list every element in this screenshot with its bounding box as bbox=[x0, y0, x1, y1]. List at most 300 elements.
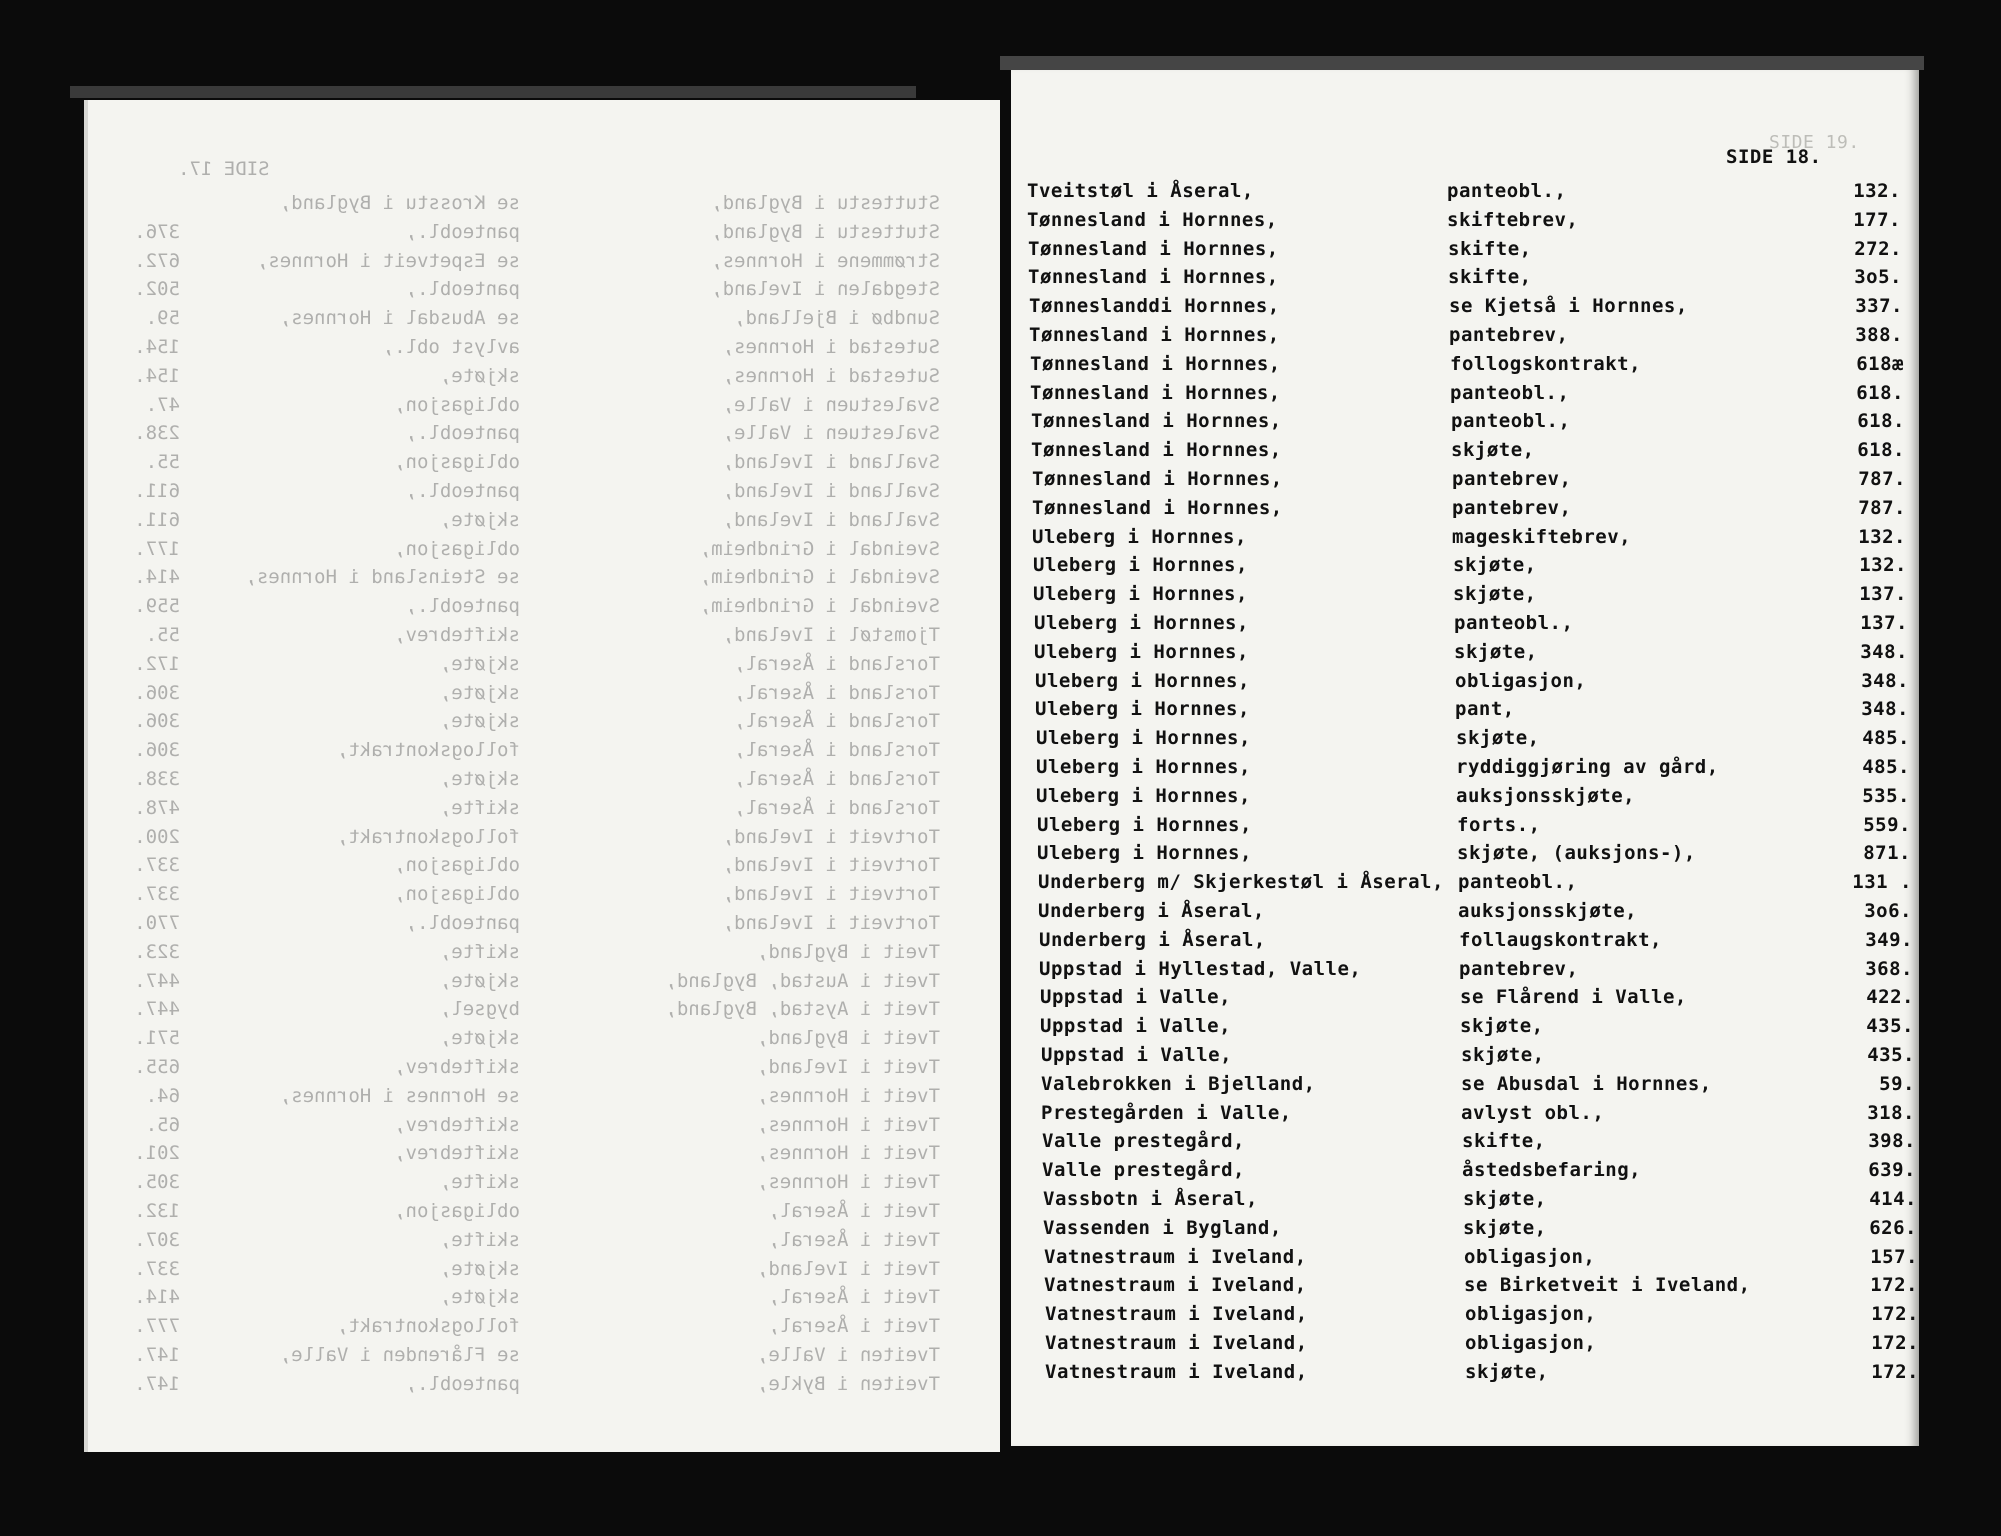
entry-document-type: se Flårend i Valle, bbox=[1460, 986, 1687, 1009]
entry-document-type: skjøte, bbox=[1461, 1044, 1545, 1066]
entry-page-number: 435. bbox=[1867, 1044, 1915, 1066]
entry-document-type: obligasjon, bbox=[1455, 669, 1587, 692]
entry-place: Valebrokken i Bjelland, bbox=[1041, 1072, 1316, 1095]
entry-page-number: 200. bbox=[134, 825, 180, 848]
entry-page-number: 337. bbox=[134, 1257, 180, 1280]
entry-document-type: skjøte, bbox=[439, 681, 520, 704]
index-entry-row bbox=[140, 624, 940, 650]
entry-place: Svalland i Iveland, bbox=[722, 480, 940, 502]
entry-place: Uleberg i Hornnes, bbox=[1035, 698, 1250, 721]
index-entry-row bbox=[134, 940, 940, 967]
entry-page-number: 478. bbox=[134, 796, 180, 819]
entry-place: Svalland i Iveland, bbox=[722, 451, 940, 474]
entry-page-number: 306. bbox=[134, 681, 180, 704]
entry-page-number: 147. bbox=[134, 1344, 180, 1366]
entry-place: Tortveit i Iveland, bbox=[722, 883, 940, 906]
entry-place: Tveit i Iveland, bbox=[756, 1056, 940, 1078]
entry-document-type: panteobl., bbox=[405, 595, 520, 618]
index-entry-row bbox=[140, 1085, 940, 1111]
entry-page-number: 672. bbox=[134, 249, 180, 272]
index-entry-row bbox=[134, 1142, 940, 1168]
entry-page-number: 154. bbox=[134, 364, 180, 387]
entry-place: Uleberg i Hornnes, bbox=[1032, 525, 1247, 548]
index-entry-row bbox=[134, 249, 940, 276]
entry-document-type: se Kjetså i Hornnes, bbox=[1449, 295, 1688, 318]
entry-page-number: 422. bbox=[1866, 986, 1914, 1009]
entry-document-type: auksjonsskjøte, bbox=[1456, 784, 1636, 807]
index-entry-row bbox=[140, 451, 940, 477]
index-entry-row bbox=[140, 1114, 940, 1140]
entry-place: Underberg i Åseral, bbox=[1038, 900, 1265, 922]
entry-place: Tveit i Bygland, bbox=[756, 1027, 940, 1050]
entry-document-type: skjøte, (auksjons-), bbox=[1457, 842, 1696, 865]
page-title: SIDE 18. bbox=[1726, 146, 1822, 168]
entry-document-type: panteobl., bbox=[405, 278, 520, 301]
entry-page-number: 571. bbox=[134, 1027, 180, 1050]
entry-place: Uppstad i Valle, bbox=[1040, 986, 1232, 1009]
entry-place: Tønnesland i Hornnes, bbox=[1032, 496, 1283, 519]
entry-document-type: skjøte, bbox=[439, 768, 520, 790]
entry-place: Sveindal i Grindheim, bbox=[699, 566, 940, 589]
entry-place: Tveit i Hornnes, bbox=[756, 1171, 940, 1194]
entry-document-type: obligasjon, bbox=[394, 854, 520, 877]
entry-place: Stuttestu i Bygland, bbox=[711, 192, 940, 214]
entry-page-number: 132. bbox=[134, 1200, 180, 1222]
entry-page-number: 59. bbox=[1879, 1072, 1915, 1095]
entry-document-type: skiftebrev, bbox=[394, 1113, 520, 1136]
entry-page-number: 349. bbox=[1865, 928, 1913, 951]
entry-document-type: se Krosstu i Bygland, bbox=[279, 192, 520, 214]
entry-place: Uleberg i Hornnes, bbox=[1036, 727, 1251, 750]
entry-page-number: 307. bbox=[134, 1228, 180, 1251]
entry-document-type: skifte, bbox=[439, 796, 520, 819]
entry-page-number: 535. bbox=[1862, 784, 1910, 807]
entry-page-number: 770. bbox=[134, 912, 180, 934]
entry-page-number: 348. bbox=[1861, 698, 1909, 721]
entry-page-number: 337. bbox=[134, 883, 180, 906]
entry-place: Sutestad i Hornnes, bbox=[722, 336, 940, 358]
entry-document-type: skjøte, bbox=[439, 1286, 520, 1309]
index-entry-row bbox=[140, 307, 940, 333]
entry-page-number: 137. bbox=[1859, 583, 1907, 606]
entry-document-type: auksjonsskjøte, bbox=[1458, 900, 1638, 922]
entry-place: Uleberg i Hornnes, bbox=[1034, 640, 1249, 663]
entry-place: Tønnesland i Hornnes, bbox=[1028, 266, 1279, 289]
index-entry-row bbox=[134, 969, 940, 996]
index-entry-row bbox=[134, 1056, 940, 1082]
entry-page-number: 47. bbox=[145, 393, 180, 416]
entry-place: Prestegården i Valle, bbox=[1041, 1101, 1292, 1124]
entry-place: Vatnestraum i Iveland, bbox=[1045, 1360, 1308, 1383]
entry-document-type: skifte, bbox=[439, 940, 520, 963]
index-entry-row bbox=[140, 394, 940, 420]
entry-page-number: 502. bbox=[134, 278, 180, 301]
entry-place: Torsland i Åseral, bbox=[734, 681, 940, 704]
entry-document-type: follogskontrakt, bbox=[336, 1315, 520, 1338]
entry-page-number: 611. bbox=[134, 480, 180, 502]
entry-page-number: 435. bbox=[1866, 1015, 1914, 1038]
entry-page-number: 639. bbox=[1868, 1159, 1916, 1182]
entry-place: Vatnestraum i Iveland, bbox=[1045, 1332, 1308, 1354]
entry-page-number: 777. bbox=[134, 1315, 180, 1338]
index-entry-row bbox=[134, 1372, 940, 1399]
entry-place: Sundbø i Bjelland, bbox=[734, 307, 940, 330]
entry-document-type: skjøte, bbox=[1460, 1015, 1544, 1038]
entry-page-number: 132. bbox=[1853, 180, 1901, 202]
entry-place: Torsland i Åseral, bbox=[734, 796, 940, 819]
entry-page-number: 177. bbox=[134, 537, 180, 560]
entry-page-number: 305. bbox=[134, 1171, 180, 1194]
index-entry-row bbox=[134, 998, 940, 1024]
entry-page-number: 338. bbox=[134, 768, 180, 790]
entry-place: Vatnestraum i Iveland, bbox=[1044, 1245, 1307, 1268]
entry-page-number: 559. bbox=[134, 595, 180, 618]
index-entry-row bbox=[134, 508, 940, 535]
entry-page-number: 3o6. bbox=[1864, 900, 1912, 922]
index-entry-row bbox=[134, 739, 940, 765]
index-entry-row bbox=[134, 825, 940, 852]
entry-document-type: pantebrev, bbox=[1452, 468, 1572, 490]
entry-place: Tønnesland i Hornnes, bbox=[1030, 352, 1281, 375]
entry-page-number: 618æ bbox=[1856, 352, 1904, 375]
entry-page-number: 65. bbox=[145, 1113, 180, 1136]
index-entry-row bbox=[134, 883, 940, 909]
entry-place: Tveit i Bygland, bbox=[756, 940, 940, 963]
entry-page-number: 157. bbox=[1870, 1245, 1918, 1268]
right-page-bleed-title: SIDE 19. bbox=[1769, 132, 1860, 153]
entry-place: Sveindal i Grindheim, bbox=[699, 537, 940, 560]
entry-place: Tveit i Hornnes, bbox=[756, 1142, 940, 1165]
entry-place: Tveiten i Valle, bbox=[756, 1344, 940, 1366]
entry-place: Uleberg i Hornnes, bbox=[1033, 554, 1248, 577]
entry-page-number: 414. bbox=[134, 566, 180, 589]
entry-document-type: obligasjon, bbox=[1465, 1303, 1597, 1326]
index-entry-row bbox=[134, 681, 940, 708]
entry-page-number: 172. bbox=[1871, 1360, 1919, 1383]
entry-document-type: pantebrev, bbox=[1452, 496, 1572, 519]
entry-place: Tønnesland i Hornnes, bbox=[1028, 237, 1279, 260]
entry-page-number: 337. bbox=[1855, 295, 1903, 318]
index-entry-row bbox=[134, 537, 940, 564]
index-entry-row bbox=[134, 595, 940, 621]
entry-page-number: 871. bbox=[1863, 842, 1911, 865]
entry-place: Tveit i Åseral, bbox=[768, 1315, 940, 1338]
entry-document-type: skiftebrev, bbox=[394, 624, 520, 646]
entry-place: Uleberg i Hornnes, bbox=[1033, 583, 1248, 606]
entry-page-number: 414. bbox=[134, 1286, 180, 1309]
entry-document-type: se Espetveit i Hornnes, bbox=[256, 249, 520, 272]
entry-page-number: 238. bbox=[134, 422, 180, 445]
index-entry-row bbox=[134, 796, 940, 823]
entry-document-type: panteobl., bbox=[405, 1372, 520, 1395]
entry-document-type: follogskontrakt, bbox=[1450, 352, 1642, 375]
entry-page-number: 414. bbox=[1869, 1188, 1917, 1210]
entry-place: Tveit i Hornnes, bbox=[756, 1084, 940, 1107]
entry-document-type: panteobl., bbox=[405, 912, 520, 934]
entry-place: Tjomstøl i Iveland, bbox=[722, 624, 940, 646]
entry-document-type: obligasjon, bbox=[1465, 1332, 1597, 1354]
entry-page-number: 655. bbox=[134, 1056, 180, 1078]
entry-document-type: se Steinsland i Hornnes, bbox=[245, 566, 520, 589]
entry-document-type: panteobl., bbox=[1454, 612, 1574, 634]
entry-place: Tveitstøl i Åseral, bbox=[1027, 180, 1254, 202]
index-entry-row bbox=[134, 1200, 940, 1226]
entry-document-type: panteobl., bbox=[1447, 180, 1567, 202]
index-entry-row bbox=[140, 192, 940, 218]
entry-document-type: skiftebrev, bbox=[394, 1142, 520, 1165]
entry-place: Torsland i Åseral, bbox=[734, 739, 940, 762]
entry-document-type: skiftebrev, bbox=[394, 1056, 520, 1078]
entry-document-type: se Abusdal i Hornnes, bbox=[1461, 1072, 1712, 1095]
entry-page-number: 447. bbox=[134, 969, 180, 992]
entry-document-type: obligasjon, bbox=[394, 883, 520, 906]
entry-place: Tveiten i Bykle, bbox=[756, 1372, 940, 1395]
entry-page-number: 348. bbox=[1861, 669, 1909, 692]
entry-page-number: 132. bbox=[1859, 554, 1907, 577]
entry-place: Vatnestraum i Iveland, bbox=[1045, 1303, 1308, 1326]
entry-place: Tortveit i Iveland, bbox=[722, 825, 940, 848]
index-entry-row bbox=[134, 480, 940, 506]
entry-document-type: panteobl., bbox=[1451, 410, 1571, 433]
entry-page-number: 201. bbox=[134, 1142, 180, 1165]
entry-document-type: pant, bbox=[1455, 698, 1515, 721]
entry-document-type: obligasjon, bbox=[394, 1200, 520, 1222]
entry-place: Torsland i Åseral, bbox=[734, 768, 940, 790]
entry-place: Uleberg i Hornnes, bbox=[1034, 612, 1249, 634]
entry-document-type: skifte, bbox=[439, 1228, 520, 1251]
entry-page-number: 611. bbox=[134, 508, 180, 531]
entry-page-number: 368. bbox=[1865, 957, 1913, 980]
entry-place: Uleberg i Hornnes, bbox=[1036, 756, 1251, 778]
entry-page-number: 787. bbox=[1858, 496, 1906, 519]
left-page-bleed-through bbox=[88, 100, 1000, 1452]
entry-place: Valle prestegård, bbox=[1042, 1159, 1245, 1182]
index-entry-row bbox=[134, 422, 940, 448]
entry-place: Stegdalen i Iveland, bbox=[711, 278, 940, 301]
index-entry-row bbox=[134, 768, 940, 794]
entry-place: Uleberg i Hornnes, bbox=[1037, 842, 1252, 865]
entry-document-type: panteobl., bbox=[1450, 381, 1570, 404]
entry-document-type: follaugskontrakt, bbox=[1459, 928, 1662, 951]
index-entry-row bbox=[134, 336, 940, 362]
entry-page-number: 172. bbox=[1871, 1303, 1919, 1326]
entry-page-number: 376. bbox=[134, 220, 180, 243]
entry-place: Stuttestu i Bygland, bbox=[711, 220, 940, 243]
entry-page-number: 618. bbox=[1857, 439, 1905, 462]
index-entry-row bbox=[134, 854, 940, 880]
entry-document-type: skifte, bbox=[1448, 237, 1532, 260]
entry-document-type: obligasjon, bbox=[394, 451, 520, 474]
right-page-edge bbox=[1000, 56, 1924, 70]
entry-document-type: skifte, bbox=[1462, 1130, 1546, 1153]
entry-document-type: skjøte, bbox=[1451, 439, 1535, 462]
entry-document-type: skjøte, bbox=[439, 652, 520, 675]
entry-document-type: panteobl., bbox=[405, 422, 520, 445]
entry-place: Tveit i Aystad, Bygland, bbox=[665, 998, 940, 1021]
entry-document-type: panteobl., bbox=[405, 220, 520, 243]
entry-document-type: skiftebrev, bbox=[1447, 208, 1579, 231]
index-entry-row bbox=[134, 710, 940, 736]
left-page bbox=[84, 100, 1000, 1452]
entry-page-number: 323. bbox=[134, 940, 180, 963]
entry-document-type: ryddiggjøring av gård, bbox=[1456, 756, 1719, 778]
entry-document-type: skjøte, bbox=[439, 364, 520, 387]
entry-document-type: avlyst obl., bbox=[1461, 1101, 1605, 1124]
entry-document-type: panteobl., bbox=[1458, 871, 1578, 894]
entry-place: Uppstad i Valle, bbox=[1041, 1044, 1233, 1066]
entry-page-number: 559. bbox=[1863, 813, 1911, 836]
entry-document-type: skjøte, bbox=[439, 1257, 520, 1280]
index-entry-row bbox=[134, 1257, 940, 1284]
entry-page-number: 618. bbox=[1856, 381, 1904, 404]
entry-place: Tønnesland i Hornnes, bbox=[1029, 324, 1280, 346]
entry-page-number: 398. bbox=[1868, 1130, 1916, 1153]
index-entry-row bbox=[134, 1228, 940, 1255]
entry-page-number: 337. bbox=[134, 854, 180, 877]
entry-document-type: panteobl., bbox=[405, 480, 520, 502]
entry-document-type: follogskontrakt, bbox=[336, 825, 520, 848]
entry-page-number: 485. bbox=[1862, 756, 1910, 778]
entry-page-number: 306. bbox=[134, 739, 180, 762]
index-entry-row bbox=[134, 1286, 940, 1312]
entry-place: Tønnesland i Hornnes, bbox=[1031, 410, 1282, 433]
entry-place: Vassenden i Bygland, bbox=[1043, 1216, 1282, 1239]
entry-place: Strømmene i Hornnes, bbox=[711, 249, 940, 272]
entry-page-number: 272. bbox=[1854, 237, 1902, 260]
left-page-title: SIDE 17. bbox=[178, 158, 270, 180]
index-entry-row bbox=[134, 1315, 940, 1341]
entry-place: Underberg m/ Skjerkestøl i Åseral, bbox=[1038, 871, 1444, 894]
entry-place: Uppstad i Hyllestad, Valle, bbox=[1039, 957, 1362, 980]
entry-document-type: skjøte, bbox=[1453, 554, 1537, 577]
entry-page-number: 55. bbox=[145, 451, 180, 474]
entry-place: Tønnesland i Hornnes, bbox=[1031, 439, 1282, 462]
index-entry-row bbox=[134, 652, 940, 679]
entry-place: Svalestuen i Valle, bbox=[722, 422, 940, 445]
entry-document-type: se Abusdal i Hornnes, bbox=[279, 307, 520, 330]
entry-place: Tveit i Åseral, bbox=[768, 1200, 940, 1222]
entry-document-type: se Flårenden i Valle, bbox=[279, 1344, 520, 1366]
entry-page-number: 131 . bbox=[1852, 871, 1912, 894]
entry-place: Uleberg i Hornnes, bbox=[1036, 784, 1251, 807]
entry-document-type: skjøte, bbox=[439, 710, 520, 733]
entry-place: Underberg i Åseral, bbox=[1039, 928, 1266, 951]
entry-page-number: 447. bbox=[134, 998, 180, 1021]
entry-document-type: obligasjon, bbox=[394, 537, 520, 560]
entry-page-number: 147. bbox=[134, 1372, 180, 1395]
entry-page-number: 172. bbox=[1871, 1332, 1919, 1354]
entry-place: Tveit i Hornnes, bbox=[756, 1113, 940, 1136]
entry-document-type: pantebrev, bbox=[1459, 957, 1579, 980]
index-entry-row bbox=[134, 566, 940, 592]
entry-document-type: skjøte, bbox=[1463, 1188, 1547, 1210]
entry-document-type: obligasjon, bbox=[1464, 1245, 1596, 1268]
entry-document-type: se Hornnes i Hornnes, bbox=[279, 1084, 520, 1107]
entry-page-number: 3o5. bbox=[1854, 266, 1902, 289]
entry-document-type: avlyst obl., bbox=[382, 336, 520, 358]
entry-place: Svalestuen i Valle, bbox=[722, 393, 940, 416]
entry-document-type: forts., bbox=[1457, 813, 1541, 836]
entry-page-number: 59. bbox=[145, 307, 180, 330]
entry-page-number: 137. bbox=[1860, 612, 1908, 634]
entry-place: Tønnesland i Hornnes, bbox=[1027, 208, 1278, 231]
entry-place: Vassbotn i Åseral, bbox=[1043, 1188, 1258, 1210]
entry-place: Svalland i Iveland, bbox=[722, 508, 940, 531]
entry-place: Tveit i Åseral, bbox=[768, 1286, 940, 1309]
entry-page-number: 306. bbox=[134, 710, 180, 733]
entry-page-number: 132. bbox=[1858, 525, 1906, 548]
entry-document-type: se Birketveit i Iveland, bbox=[1464, 1274, 1751, 1297]
entry-place: Torsland i Åseral, bbox=[734, 652, 940, 675]
entry-page-number: 64. bbox=[145, 1084, 180, 1107]
entry-place: Tveit i Iveland, bbox=[756, 1257, 940, 1280]
index-entry-row bbox=[134, 1171, 940, 1197]
entry-place: Tortveit i Iveland, bbox=[722, 912, 940, 934]
left-page-edge bbox=[70, 86, 916, 98]
entry-document-type: mageskiftebrev, bbox=[1452, 525, 1632, 548]
entry-page-number: 154. bbox=[134, 336, 180, 358]
entry-document-type: skjøte, bbox=[1454, 640, 1538, 663]
entry-document-type: follogskontrakt, bbox=[336, 739, 520, 762]
entry-place: Valle prestegård, bbox=[1042, 1130, 1245, 1153]
entry-page-number: 348. bbox=[1860, 640, 1908, 663]
entry-place: Sutestad i Hornnes, bbox=[722, 364, 940, 387]
entry-page-number: 388. bbox=[1855, 324, 1903, 346]
entry-document-type: skjøte, bbox=[439, 508, 520, 531]
entry-place: Uleberg i Hornnes, bbox=[1035, 669, 1250, 692]
entry-place: Tønnesland i Hornnes, bbox=[1032, 468, 1283, 490]
entry-page-number: 618. bbox=[1857, 410, 1905, 433]
entry-document-type: skjøte, bbox=[1453, 583, 1537, 606]
entry-page-number: 485. bbox=[1862, 727, 1910, 750]
entry-page-number: 172. bbox=[134, 652, 180, 675]
entry-document-type: skjøte, bbox=[439, 1027, 520, 1050]
index-entry-row bbox=[134, 1027, 940, 1053]
entry-document-type: skifte, bbox=[1448, 266, 1532, 289]
index-entry-row bbox=[134, 912, 940, 938]
entry-place: Tønneslanddi Hornnes, bbox=[1029, 295, 1280, 318]
entry-place: Tønnesland i Hornnes, bbox=[1030, 381, 1281, 404]
entry-page-number: 172. bbox=[1870, 1274, 1918, 1297]
entry-document-type: skjøte, bbox=[439, 969, 520, 992]
entry-document-type: bygsel, bbox=[439, 998, 520, 1021]
entry-place: Torsland i Åseral, bbox=[734, 710, 940, 733]
entry-document-type: skjøte, bbox=[1463, 1216, 1547, 1239]
entry-document-type: skjøte, bbox=[1465, 1360, 1549, 1383]
index-entry-row bbox=[134, 1344, 940, 1370]
index-entry-row bbox=[134, 220, 940, 247]
entry-place: Tortveit i Iveland, bbox=[722, 854, 940, 877]
entry-place: Tveit i Åseral, bbox=[768, 1228, 940, 1251]
entry-page-number: 787. bbox=[1858, 468, 1906, 490]
entry-place: Vatnestraum i Iveland, bbox=[1044, 1274, 1307, 1297]
entry-document-type: skjøte, bbox=[1456, 727, 1540, 750]
entry-place: Sveindal i Grindheim, bbox=[699, 595, 940, 618]
entry-page-number: 177. bbox=[1853, 208, 1901, 231]
entry-page-number: 318. bbox=[1867, 1101, 1915, 1124]
entry-page-number: 626. bbox=[1869, 1216, 1917, 1239]
index-entry-row bbox=[134, 364, 940, 391]
entry-document-type: pantebrev, bbox=[1449, 324, 1569, 346]
entry-place: Uleberg i Hornnes, bbox=[1037, 813, 1252, 836]
entry-document-type: obligasjon, bbox=[394, 393, 520, 416]
entry-place: Tveit i Austad, Bygland, bbox=[665, 969, 940, 992]
entry-document-type: åstedsbefaring, bbox=[1462, 1159, 1642, 1182]
right-page bbox=[1011, 70, 1919, 1446]
entry-document-type: skifte, bbox=[439, 1171, 520, 1194]
entry-place: Uppstad i Valle, bbox=[1040, 1015, 1232, 1038]
entry-page-number: 55. bbox=[145, 624, 180, 646]
